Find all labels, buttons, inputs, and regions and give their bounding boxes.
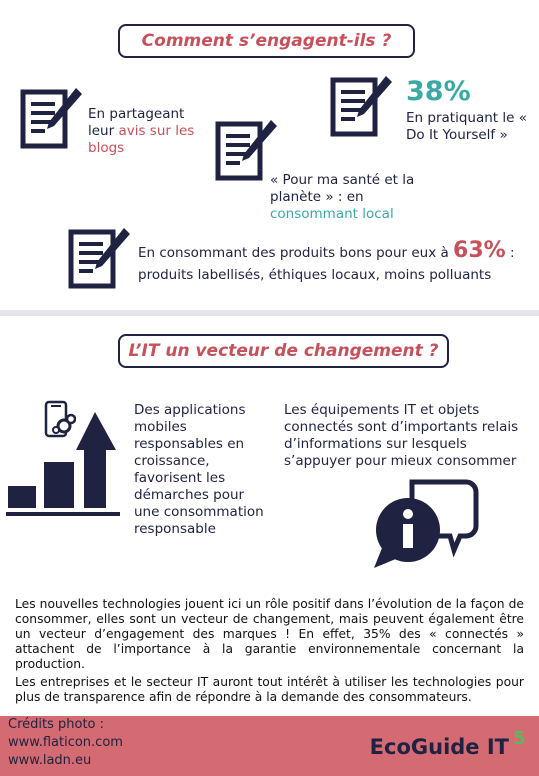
credit-link-ladn[interactable]: www.ladn.eu <box>8 753 92 768</box>
local-text: « Pour ma santé et la planète » : en consommant local <box>270 172 415 222</box>
diy-percent: 38% <box>406 76 471 107</box>
apps-text: Des applications mobiles responsables en croissance, favorisent les démarches pour une consommation responsable <box>134 402 264 537</box>
body-paragraph-2: Les entreprises et le secteur IT auront tout intérêt à utiliser les technologies pour plus de transparence afin de répondre à la demande des consommateurs. <box>15 675 524 704</box>
brand-name: EcoGuide IT <box>369 735 509 759</box>
bar-chart-arrow-icon <box>6 410 124 526</box>
diy-text: En pratiquant le « Do It Yourself » <box>406 110 527 143</box>
products-text: En consommant des produits bons pour eux à 63% : produits labellisés, éthiques locaux, moins polluants <box>138 238 515 283</box>
credits-label: Crédits photo : <box>8 717 105 732</box>
equipment-text: Les équipements IT et objets connectés sont d’importants relais d’informations sur lesquels s’appuyer pour mieux consommer <box>284 402 519 469</box>
document-pen-icon <box>20 86 84 156</box>
credits <box>8 716 123 770</box>
section-title-engagement: Comment s’engagent-ils ? <box>118 24 415 58</box>
document-pen-icon <box>330 74 394 144</box>
speech-bubbles-info-icon <box>372 476 480 574</box>
document-pen-icon <box>68 226 132 296</box>
body-paragraph-1: Les nouvelles technologies jouent ici un rôle positif dans l’évolution de la façon de consommer, elles sont un vecteur de changement, mais peuvent également être un vecteur d’engagement des marques ! En effet, 35% des « connectés » attachent de l’importance à la garantie environnementale concernant la production. <box>15 597 524 671</box>
blogs-text: En partageant leur avis sur les blogs <box>88 106 195 156</box>
section-title-it: L’IT un vecteur de changement ? <box>118 334 449 368</box>
section-divider <box>0 310 539 316</box>
credit-link-flaticon[interactable]: www.flaticon.com <box>8 735 123 750</box>
eco-logo-icon: 5 <box>513 728 526 749</box>
